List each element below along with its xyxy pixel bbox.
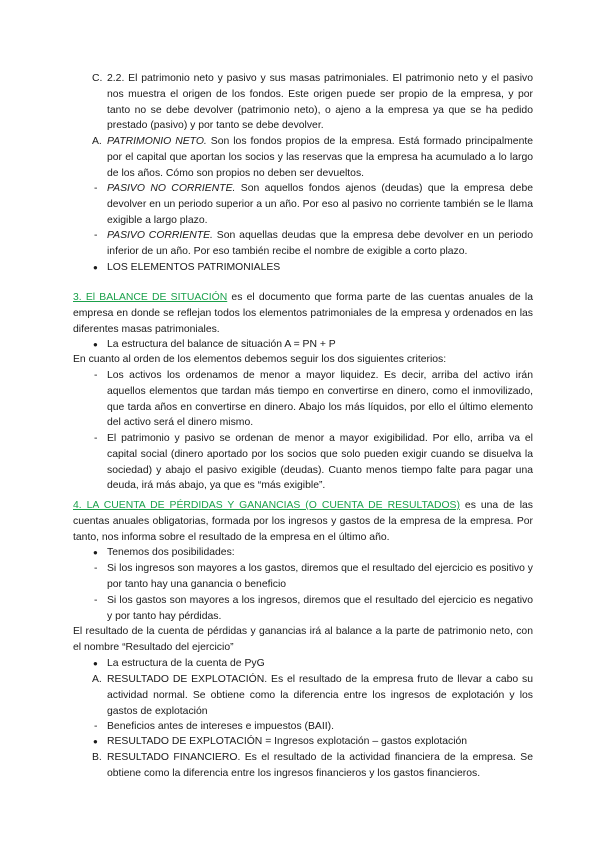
- balance-text: es el documento que forma parte de las cuentas anuales de la empresa en donde se reflejan todos los elementos patrimoniales de la empresa y ordenados en las diferentes masas patrimoniales.: [73, 292, 533, 335]
- pyg-text: es una de las cuentas anuales obligatorias, formada por los ingresos y gastos de la empresa de la empresa. Por tanto, nos informa sobre el resultado de la empresa en el último año.: [73, 500, 534, 543]
- criterion-1-text: Los activos los ordenamos de menor a mayor liquidez. Es decir, arriba del activo irán aquellos elementos que tardan más tiempo en convertirse en dinero, como el inmovilizado, que tarda años en convertirse en dinero. Abajo los más líquidos, por ello el último elemento del activo será el dinero mismo.: [107, 370, 533, 429]
- financiero-text: RESULTADO FINANCIERO. Es el resultado de la actividad financiera de la empresa. Se obtiene como la diferencia entre los ingresos financieros y los gastos financieros.: [107, 752, 533, 779]
- list-marker: -: [94, 595, 98, 606]
- list-marker: -: [94, 230, 98, 241]
- financiero-item: [91, 750, 533, 782]
- list-marker: -: [94, 563, 98, 574]
- baii-text: Beneficios antes de intereses e impuestos (BAII).: [107, 721, 334, 732]
- pasivo-corriente-term: PASIVO CORRIENTE.: [107, 230, 213, 241]
- pasivo-corriente-desc: Son aquellas deudas que la empresa debe devolver en un periodo inferior de un año. Por eso también recibe el nombre de exigible a corto plazo.: [107, 230, 533, 257]
- pasivo-no-corriente-text: [107, 181, 533, 228]
- balance-heading-link[interactable]: 3. El BALANCE DE SITUACIÓN: [73, 292, 228, 303]
- possibilities-text: Tenemos dos posibilidades:: [107, 547, 235, 558]
- list-marker: B.: [92, 752, 102, 763]
- result-paragraph: El resultado de la cuenta de pérdidas y ganancias irá al balance a la parte de patrimonio neto, con el nombre “Resultado del ejercicio”: [73, 626, 533, 653]
- pasivo-no-corriente-item: [91, 181, 533, 228]
- balance-paragraph: [73, 290, 533, 337]
- list-marker: -: [94, 721, 98, 732]
- explotacion-item: [91, 672, 533, 719]
- patrimonio-neto-item: [91, 134, 533, 181]
- pyg-paragraph: [73, 498, 533, 545]
- pasivo-corriente-text: [107, 228, 533, 260]
- list-marker: A.: [92, 674, 102, 685]
- pyg-heading-link[interactable]: 4. LA CUENTA DE PÉRDIDAS Y GANANCIAS (O CUENTA DE RESULTADOS): [73, 500, 460, 511]
- criterion-2-item: [91, 431, 533, 494]
- baii-item: [91, 719, 533, 735]
- pyg-structure-text: La estructura de la cuenta de PyG: [107, 658, 265, 669]
- pasivo-corriente-item: [91, 228, 533, 260]
- section-2-2-text: 2.2. El patrimonio neto y pasivo y sus masas patrimoniales. El patrimonio neto y el pasivo nos muestra el origen de los fondos. Este origen puede ser propio de la empresa, y por tanto no se debe devolver (patrimonio neto), o ajeno a la empresa ya que se ha pedido prestado (pasivo) y por tanto se debe devolver.: [107, 73, 533, 132]
- pasivo-no-corriente-desc: Son aquellos fondos ajenos (deudas) que la empresa debe devolver en un periodo superior a un año. Por eso al pasivo no corriente también se le llama exigible a largo plazo.: [107, 183, 533, 226]
- elementos-item: [91, 260, 533, 276]
- criterion-1-item: [91, 368, 533, 431]
- bullet-icon: ●: [93, 737, 98, 746]
- explotacion-text: RESULTADO DE EXPLOTACIÓN. Es el resultado de la empresa fruto de llevar a cabo su actividad normal. Se obtiene como la diferencia entre los ingresos de explotación y los gastos de explotación: [107, 674, 533, 717]
- formula-item: [91, 734, 533, 750]
- elementos-text: LOS ELEMENTOS PATRIMONIALES: [107, 262, 281, 273]
- criterion-2-text: El patrimonio y pasivo se ordenan de menor a mayor exigibilidad. Por ello, arriba va el capital social (dinero aportado por los socios que solo pueden exigir cuando se disuelva la sociedad) y abajo el pasivo exigible (deudas). Cuanto menos tiempo falte para pagar una deuda, irá más abajo, ya que es “más exigible”.: [107, 433, 533, 492]
- patrimonio-neto-desc: Son los fondos propios de la empresa. Está formado principalmente por el capital que aportan los socios y las reservas que la empresa ha acumulado a lo largo de los años. Cómo son propios no deben ser devueltos.: [107, 136, 534, 179]
- bullet-icon: ●: [93, 340, 98, 349]
- list-marker: -: [94, 370, 98, 381]
- case-2-item: [91, 593, 533, 625]
- list-marker: A.: [92, 136, 102, 147]
- balance-structure-item: [91, 337, 533, 353]
- case-1-text: Si los ingresos son mayores a los gastos, diremos que el resultado del ejercicio es positivo y por tanto hay una ganancia o beneficio: [107, 563, 533, 590]
- pyg-structure-item: [91, 656, 533, 672]
- bullet-icon: ●: [93, 659, 98, 668]
- bullet-icon: ●: [93, 263, 98, 272]
- criteria-intro: En cuanto al orden de los elementos debemos seguir los dos siguientes criterios:: [73, 354, 447, 365]
- case-2-text: Si los gastos son mayores a los ingresos, diremos que el resultado del ejercicio es negativo y por tanto hay pérdidas.: [107, 595, 533, 622]
- section-2-2-item: [91, 71, 533, 134]
- balance-structure-text: La estructura del balance de situación A = PN + P: [107, 339, 336, 350]
- bullet-icon: ●: [93, 548, 98, 557]
- list-marker: -: [94, 183, 98, 194]
- list-marker: -: [94, 433, 98, 444]
- case-1-item: [91, 561, 533, 593]
- formula-text: RESULTADO DE EXPLOTACIÓN = Ingresos explotación – gastos explotación: [107, 736, 468, 747]
- patrimonio-neto-text: [107, 134, 533, 181]
- list-marker: C.: [92, 73, 103, 84]
- pasivo-no-corriente-term: PASIVO NO CORRIENTE.: [107, 183, 236, 194]
- patrimonio-neto-term: PATRIMONIO NETO.: [107, 136, 207, 147]
- possibilities-item: [91, 545, 533, 561]
